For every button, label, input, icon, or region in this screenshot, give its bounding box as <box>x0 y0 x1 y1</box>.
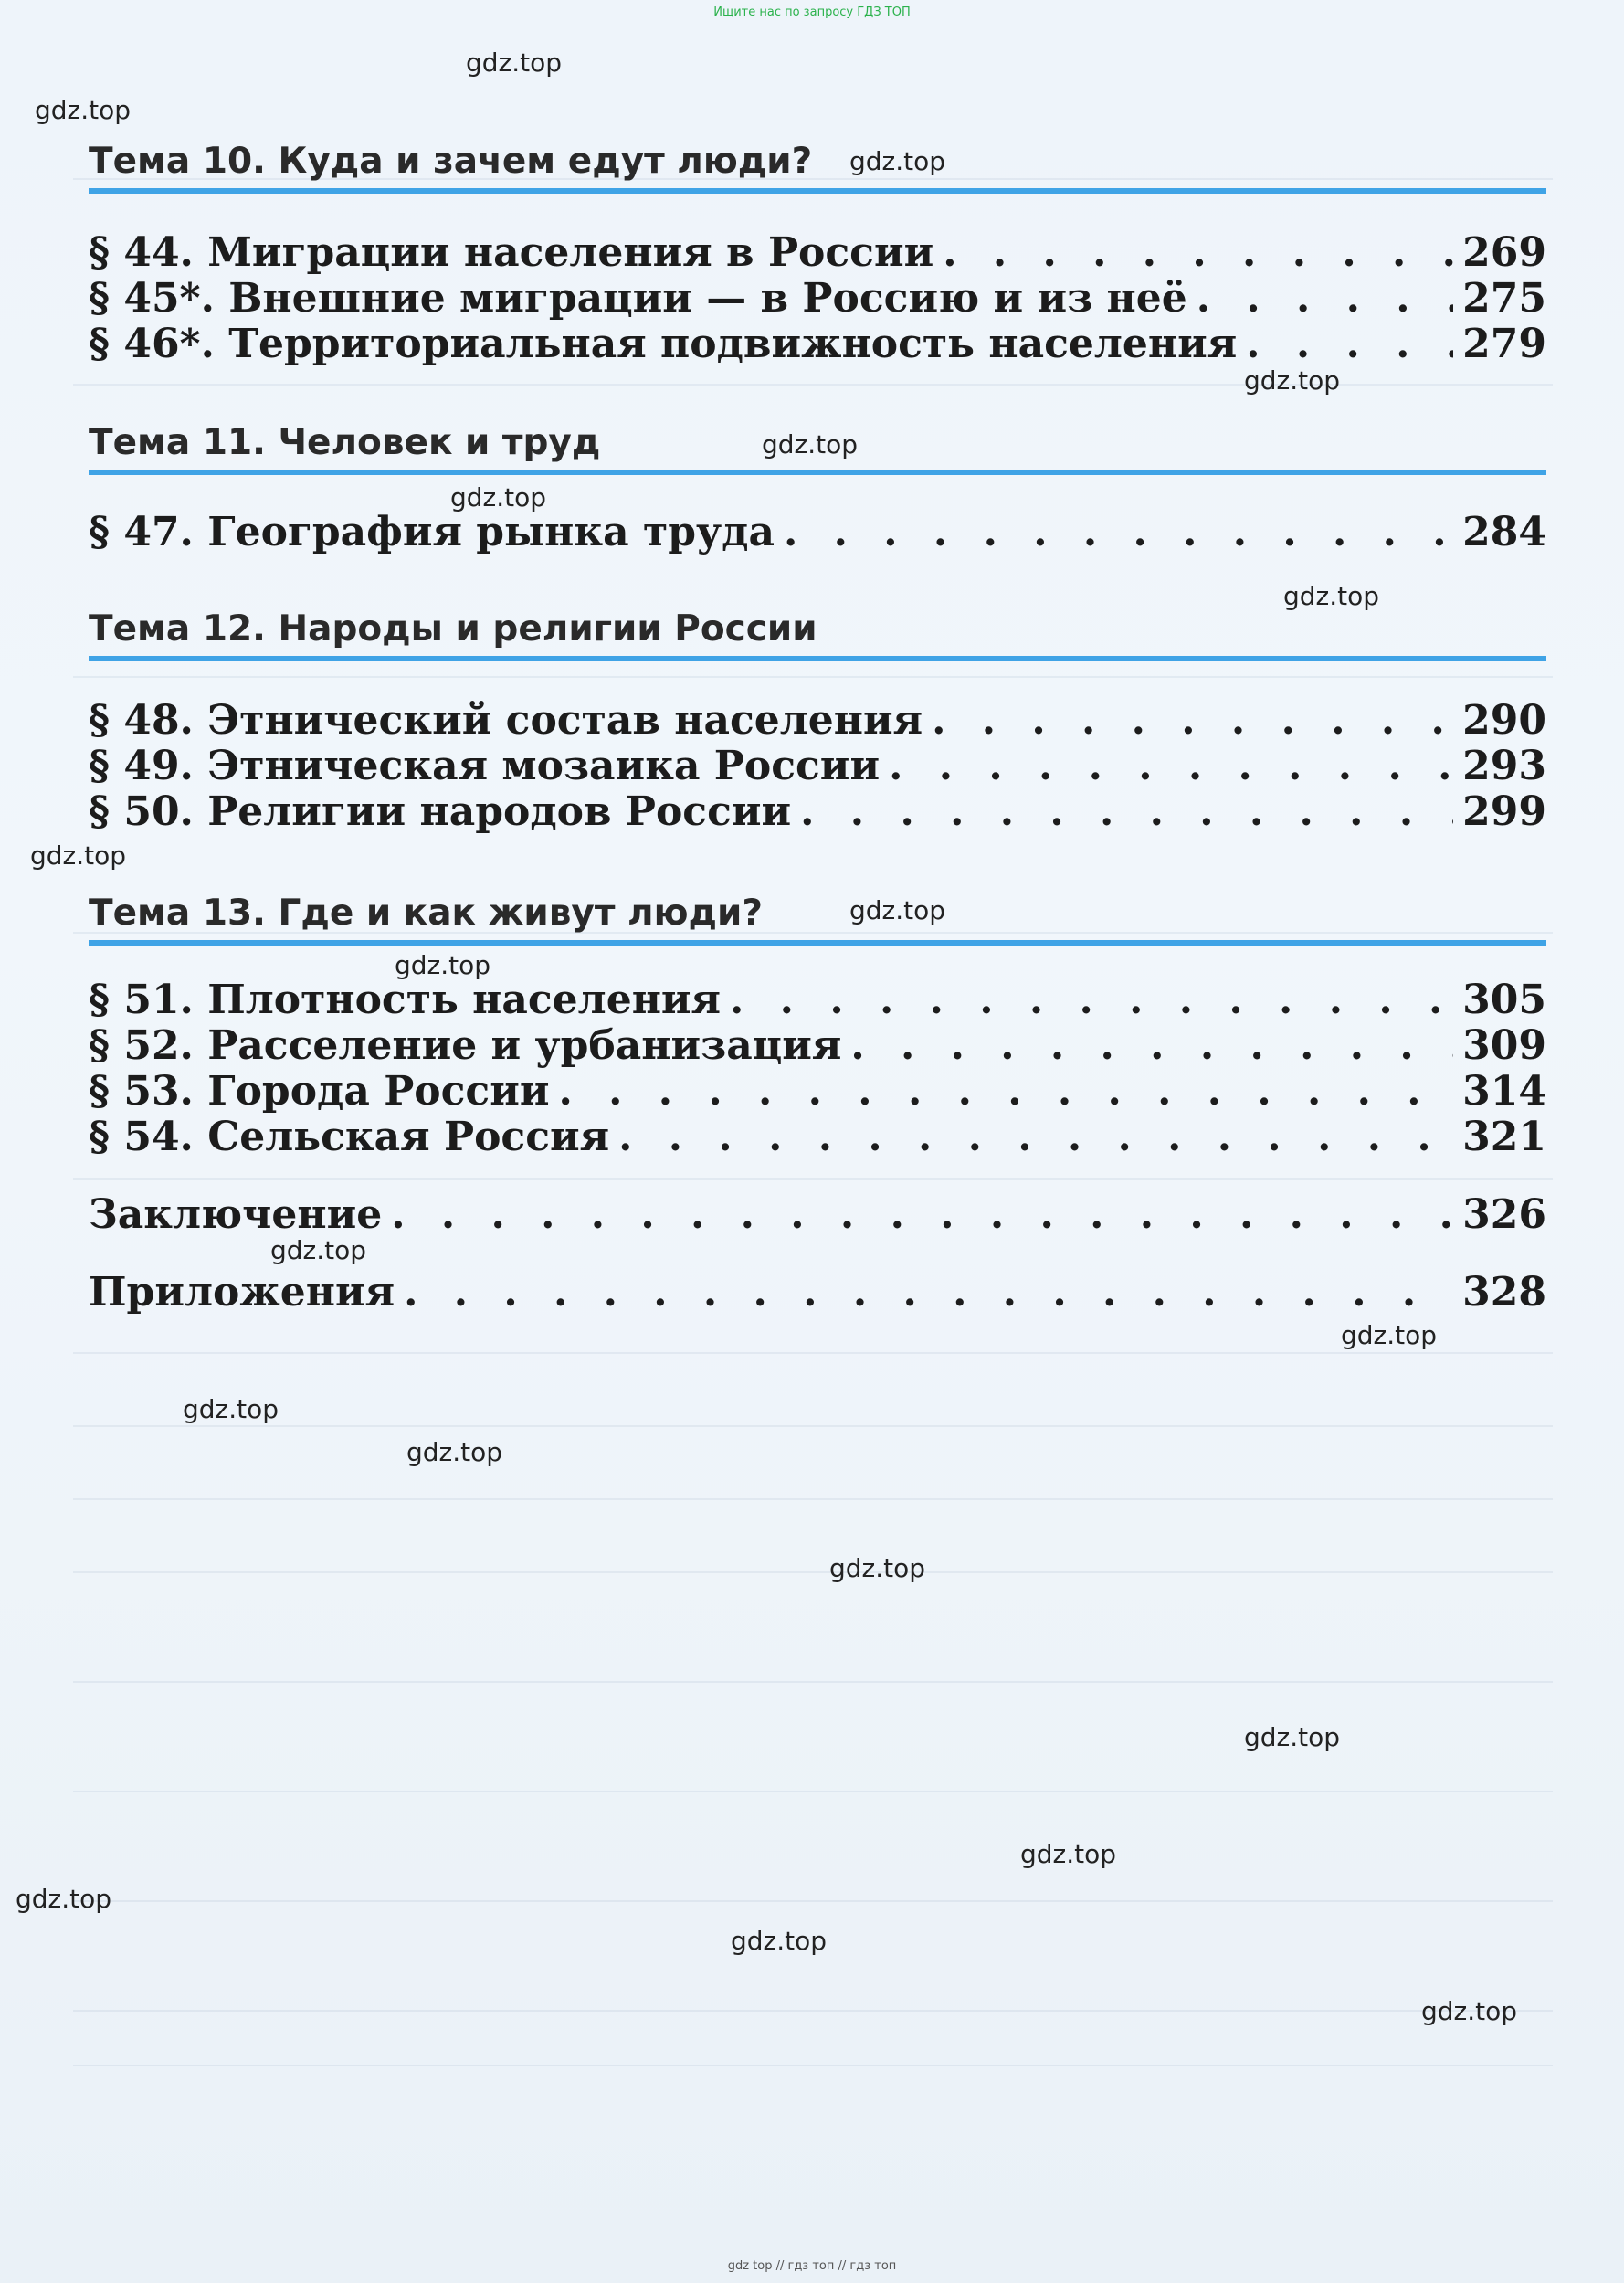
show-through-line <box>73 1425 1553 1427</box>
entry-label: § 53. Города России <box>89 1068 550 1115</box>
entry-page-number: 284 <box>1462 509 1546 555</box>
leader-dots <box>391 1188 1453 1242</box>
leader-dots <box>1246 322 1453 367</box>
watermark-text: gdz.top <box>270 1235 367 1265</box>
toc-entry-conclusion[interactable] <box>89 1188 1546 1242</box>
entry-page-number: 290 <box>1462 697 1546 744</box>
toc-entry-53[interactable] <box>89 1069 1546 1115</box>
toc-entry-48[interactable] <box>89 698 1546 744</box>
entry-page-number: 305 <box>1462 977 1546 1023</box>
watermark-text: gdz.top <box>30 840 127 871</box>
watermark-text: gdz.top <box>395 950 491 980</box>
entry-page-number: 269 <box>1462 229 1546 276</box>
entry-page-number: 293 <box>1462 743 1546 789</box>
leader-dots <box>800 789 1453 835</box>
show-through-line <box>73 2065 1553 2066</box>
toc-entry-49[interactable] <box>89 744 1546 789</box>
toc-entry-50[interactable] <box>89 789 1546 835</box>
leader-dots <box>889 744 1453 789</box>
leader-dots <box>943 230 1453 276</box>
toc-entry-44[interactable] <box>89 230 1546 276</box>
topic-rule <box>89 470 1546 475</box>
topic-12-header <box>89 607 1546 661</box>
toc-entry-appendices[interactable] <box>89 1265 1546 1320</box>
entry-label: Приложения <box>89 1269 395 1316</box>
topic-13-header <box>89 891 1546 946</box>
leader-dots <box>850 1023 1453 1069</box>
show-through-line <box>73 1791 1553 1792</box>
top-banner[interactable]: Ищите нас по запросу ГДЗ ТОП <box>713 5 911 19</box>
toc-entry-47[interactable] <box>89 510 1546 555</box>
entry-label: § 50. Религии народов России <box>89 788 792 835</box>
watermark-text: gdz.top <box>16 1884 112 1914</box>
toc-entry-51[interactable] <box>89 978 1546 1023</box>
show-through-line <box>73 676 1553 678</box>
watermark-text: gdz.top <box>829 1553 926 1583</box>
watermark-text: gdz.top <box>1244 365 1341 396</box>
watermark-text: gdz.top <box>1020 1839 1117 1869</box>
entry-label: § 54. Сельская Россия <box>89 1114 610 1160</box>
entry-page-number: 314 <box>1462 1068 1546 1115</box>
entry-label: § 49. Этническая мозаика России <box>89 743 881 789</box>
show-through-line <box>73 1900 1553 1902</box>
watermark-text: gdz.top <box>1283 581 1380 611</box>
show-through-line <box>73 1352 1553 1354</box>
leader-dots <box>404 1265 1453 1320</box>
toc-entry-52[interactable] <box>89 1023 1546 1069</box>
topic-title: Тема 13. Где и как живут люди? <box>89 893 763 934</box>
watermark-text: gdz.top <box>466 48 563 78</box>
topic-title: Тема 11. Человек и труд <box>89 422 601 463</box>
topic-title: Тема 10. Куда и зачем едут люди? <box>89 141 813 182</box>
watermark-text: gdz.top <box>1341 1320 1438 1350</box>
leader-dots <box>618 1115 1453 1160</box>
entry-label: § 52. Расселение и урбанизация <box>89 1022 842 1069</box>
entry-label: § 47. География рынка труда <box>89 509 775 555</box>
show-through-line <box>73 1571 1553 1573</box>
leader-dots <box>1197 276 1453 322</box>
topic-rule <box>89 940 1546 946</box>
entry-label: § 45*. Внешние миграции — в Россию и из неё <box>89 275 1187 322</box>
entry-label: Заключение <box>89 1191 383 1238</box>
watermark-text: gdz.top <box>406 1437 503 1467</box>
entry-page-number: 309 <box>1462 1022 1546 1069</box>
leader-dots <box>730 978 1453 1023</box>
topic-title: Тема 12. Народы и религии России <box>89 608 817 650</box>
show-through-line <box>73 1681 1553 1683</box>
show-through-line <box>73 1498 1553 1500</box>
show-through-line <box>73 2010 1553 2012</box>
watermark-text: gdz.top <box>731 1926 828 1956</box>
entry-page-number: 321 <box>1462 1114 1546 1160</box>
watermark-text: gdz.top <box>1421 1996 1518 2026</box>
entry-page-number: 279 <box>1462 321 1546 367</box>
entry-page-number: 328 <box>1462 1269 1546 1316</box>
toc-entry-54[interactable] <box>89 1115 1546 1160</box>
leader-dots <box>784 510 1453 555</box>
watermark-text: gdz.top <box>1244 1722 1341 1752</box>
topic-rule <box>89 188 1546 194</box>
watermark-text: gdz.top <box>183 1394 279 1424</box>
watermark-text: gdz.top <box>35 95 132 125</box>
watermark-text: gdz.top <box>849 146 946 176</box>
entry-label: § 51. Плотность населения <box>89 977 722 1023</box>
leader-dots <box>932 698 1453 744</box>
watermark-text: gdz.top <box>450 482 547 513</box>
entry-label: § 48. Этнический состав населения <box>89 697 923 744</box>
topic-10-header <box>89 139 1546 194</box>
show-through-line <box>73 1178 1553 1180</box>
watermark-text: gdz.top <box>762 429 859 460</box>
topic-rule <box>89 656 1546 661</box>
watermark-text: gdz.top <box>849 895 946 925</box>
leader-dots <box>558 1069 1453 1115</box>
entry-label: § 44. Миграции населения в России <box>89 229 934 276</box>
entry-page-number: 275 <box>1462 275 1546 322</box>
entry-page-number: 326 <box>1462 1191 1546 1238</box>
bottom-footer[interactable]: gdz top // гдз топ // гдз топ <box>727 2259 897 2273</box>
entry-label: § 46*. Территориальная подвижность населения <box>89 321 1238 367</box>
entry-page-number: 299 <box>1462 788 1546 835</box>
toc-entry-46[interactable] <box>89 322 1546 367</box>
toc-entry-45[interactable] <box>89 276 1546 322</box>
